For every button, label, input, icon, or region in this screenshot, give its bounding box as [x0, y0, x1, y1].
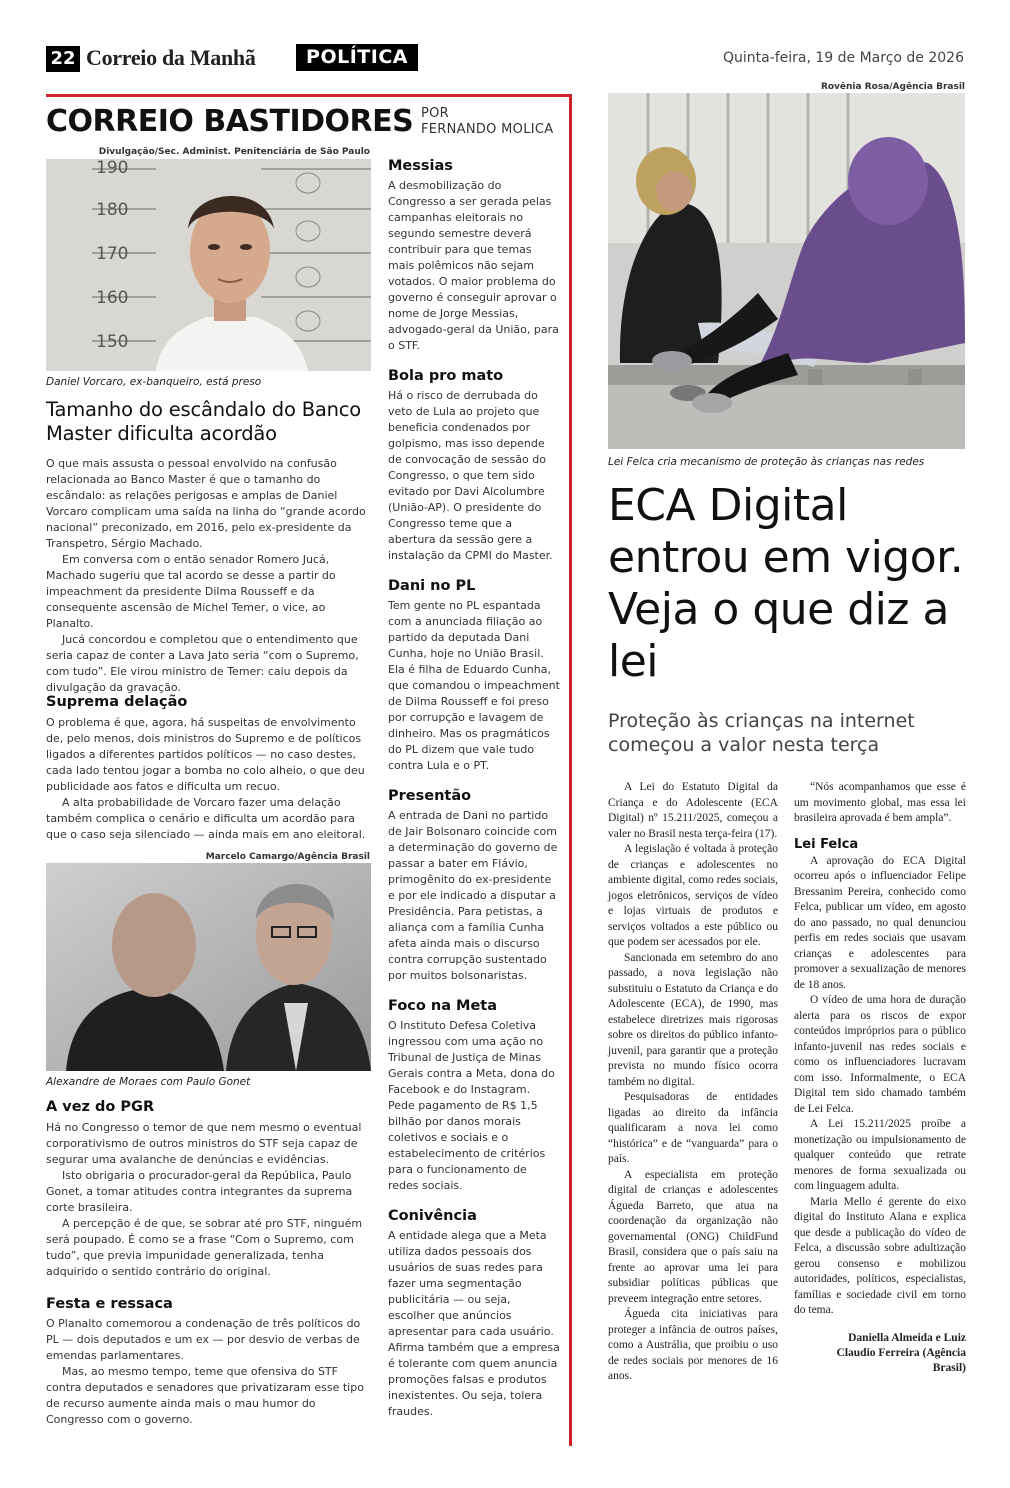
section-tag: POLÍTICA: [296, 44, 418, 71]
note-text: A desmobilização do Congresso a ser gerada pelas campanhas eleitorais no segundo semestre deverá contribuir para que temas mais polêmicos não sejam votados. O maior problema do governo é conseguir aprovar o nome de Jorge Messias, advogado-geral da União, para o STF.: [388, 179, 559, 352]
paragraph: O vídeo de uma hora de duração alerta para os riscos de expor conteúdos impróprios para o público infanto-juvenil nas redes sociais e como os influenciadores lucravam com isso. Informalmente, o ECA Digital tem sido chamado também de Lei Felca.: [794, 994, 966, 1115]
column-byline: POR FERNANDO MOLICA: [421, 106, 554, 137]
ruler-mark: 160: [96, 288, 129, 308]
paragraph: A aprovação do ECA Digital ocorreu após o influenciador Felipe Bressanim Pereira, conhecido como Felca, publicar um vídeo, em agosto do ano passado, no qual denunciou perfis em redes sociais que usavam crianças e adolescentes para promover a sexualização de menores de 18 anos.: [794, 854, 966, 991]
note-title: Presentão: [388, 788, 472, 804]
paragraph: A Lei do Estatuto Digital da Criança e do Adolescente (ECA Digital) nº 15.211/2025, começou a valer no Brasil nesta terça-feira (17).: [608, 781, 778, 840]
note-text: O Instituto Defesa Coletiva ingressou com uma ação no Tribunal de Justiça de Minas Gerais contra a Meta, dona do Facebook e do Instagram. Pede pagamento de R$ 1,5 bilhão por danos morais coletivos e sociais e o estabelecimento de critérios para o funcionamento de redes sociais.: [388, 1019, 555, 1192]
note-title: Bola pro mato: [388, 368, 504, 384]
paragraph: A legislação é voltada à proteção de crianças e adolescentes no ambiente digital, como redes sociais, jogos eletrônicos, serviços de vídeo e lojas virtuais de produtos e serviços voltados a este público ou que podem ser acessados por ele.: [608, 843, 778, 948]
photo2-caption: Alexandre de Moraes com Paulo Gonet: [46, 1076, 251, 1088]
ruler-mark: 170: [96, 244, 129, 264]
main-headline: Tamanho do escândalo do Banco Master dificulta acordão: [46, 398, 362, 445]
paragraph: Águeda cita iniciativas para proteger a infância de outros países, como a Austrália, que proibiu o uso de redes sociais por menores de 16 anos.: [608, 1308, 778, 1382]
note-title: Foco na Meta: [388, 998, 498, 1014]
photo2-credit: Marcelo Camargo/Agência Brasil: [205, 852, 370, 862]
column-top-rule: [46, 94, 572, 97]
paragraph: A Lei 15.211/2025 proíbe a monetização ou impulsionamento de qualquer conteúdo que retrate menores de forma sexualizada ou com linguagem adulta.: [794, 1118, 966, 1192]
mugshot-photo: [46, 159, 371, 371]
photo3-credit: Rovênia Rosa/Agência Brasil: [820, 82, 965, 92]
paragraph: Em conversa com o então senador Romero Jucá, Machado sugeriu que tal acordo se desse a partir do impeachment da presidente Dilma Rousseff e da consequente ascensão de Michel Temer, o vice, ao Planalto.: [46, 553, 336, 630]
note-text: Há o risco de derrubada do veto de Lula ao projeto que beneficia condenados por golpismo, mas isso depende de convocação de sessão do Congresso, o que tem sido evitado por Davi Alcolumbre (União-AP). O presidente do Congresso teme que a abertura da sessão gere a instalação da CPMI do Master.: [388, 389, 553, 562]
paragraph: Mas, ao mesmo tempo, teme que ofensiva do STF contra deputados e senadores que privatizaram esse tipo de recurso aumente ainda mais o mau humor do Congresso com o governo.: [46, 1365, 364, 1426]
paragraph: A percepção é de que, se sobrar até pro STF, ninguém será poupado. É como se a frase “Com o Supremo, com tudo”, que previa impunidade generalizada, tenha adquirido o sentido contrário do original.: [46, 1217, 363, 1278]
author-signature: Daniella Almeida e Luiz Claudio Ferreira (Agência Brasil): [836, 1331, 966, 1374]
paragraph: A alta probabilidade de Vorcaro fazer uma delação também complica o cenário e dificulta um acordão para que o caso seja silenciado — ainda mais em ano eleitoral.: [46, 796, 366, 841]
officials-photo: [46, 863, 371, 1071]
eca-column-2: [794, 780, 966, 1376]
subhead-suprema: Suprema delação: [46, 694, 188, 710]
note-title: Conivência: [388, 1208, 477, 1224]
paragraph: Isto obrigaria o procurador-geral da República, Paulo Gonet, a tomar atitudes contra integrantes da suprema corte brasileira.: [46, 1169, 353, 1214]
subhead-festa: Festa e ressaca: [46, 1296, 173, 1312]
eca-headline: ECA Digital entrou em vigor. Veja o que diz a lei: [608, 480, 964, 687]
paragraph: O Planalto comemorou a condenação de três políticos do PL — dois deputados e um ex — por desvio de verbas de emendas parlamentares.: [46, 1317, 361, 1362]
note-title: Messias: [388, 158, 453, 174]
column-right-rule: [569, 94, 572, 1446]
suprema-body: [46, 715, 368, 843]
paragraph: O problema é que, agora, há suspeitas de envolvimento de, pelo menos, dois ministros do Supremo e de políticos ligados a diferentes partidos políticos — no caso destes, cada lado tentou jogar a bomba no colo alheio, o que deu publicidade aos fatos e dificulta um recuo.: [46, 716, 365, 793]
note-text: A entidade alega que a Meta utiliza dados pessoais dos usuários de suas redes para fazer uma segmentação publicitária — ou seja, escolher que anúncios apresentar para cada usuário. Afirma também que a empresa é tolerante com quem anuncia promoções falsas e produtos inexistentes. Ou seja, tolera fraudes.: [388, 1229, 560, 1418]
photo3-caption: Lei Felca cria mecanismo de proteção às crianças nas redes: [608, 456, 925, 468]
eca-deck: Proteção às crianças na internet começou a valor nesta terça: [608, 710, 915, 756]
subhead-pgr: A vez do PGR: [46, 1099, 155, 1115]
page-number: 22: [46, 46, 80, 72]
teens-photo: [608, 93, 965, 449]
paragraph: Pesquisadoras de entidades ligadas ao direito da infância qualificaram a nova lei como “histórica” e de “vanguarda” para o país.: [608, 1091, 778, 1165]
paragraph: Jucá concordou e completou que o entendimento que seria capaz de conter a Lava Jato seria “com o Supremo, com tudo”. Ele virou ministro de Temer: caiu depois da divulgação da gravação.: [46, 633, 359, 694]
note-text: A entrada de Dani no partido de Jair Bolsonaro coincide com a determinação do governo de passar a bater em Flávio, primogênito do ex-presidente e por ele indicado a disputar a Presidência. Para petistas, a aliança com a família Cunha afeta ainda mais o discurso contra corrupção sustentado por muitos bolsonaristas.: [388, 809, 558, 982]
photo1-credit: Divulgação/Sec. Administ. Penitenciária de São Paulo: [98, 147, 370, 157]
masthead: [46, 44, 966, 74]
paragraph: “Nós acompanhamos que esse é um movimento global, mas essa lei brasileira aprovada é bem ampla”.: [794, 781, 966, 824]
paragraph: O que mais assusta o pessoal envolvido na confusão relacionada ao Banco Master é que o tamanho do escândalo: as relações perigosas e amplas de Daniel Vorcaro complicam uma saída na linha do “grande acordo nacional” preconizado, em 2016, pelo ex-presidente da Transpetro, Sérgio Machado.: [46, 457, 366, 550]
pgr-body: [46, 1120, 368, 1280]
paragraph: Sancionada em setembro do ano passado, a nova legislação não substituiu o Estatuto da Criança e do Adolescente (ECA), de 1990, mas estabelece diretrizes mais rigorosas sobre os direitos do público infanto-juvenil, para garantir que a proteção prevista no mundo físico ocorra também no digital.: [608, 951, 778, 1088]
ruler-mark: 150: [96, 332, 129, 352]
notes-column: [388, 158, 560, 1420]
note-text: Tem gente no PL espantada com a anunciada filiação ao partido da deputada Dani Cunha, hoje no União Brasil. Ela é filha de Eduardo Cunha, que comandou o impeachment de Dilma Rousseff e foi preso por corrupção e lavagem de dinheiro. Mas os pragmáticos do PL dizem que vale tudo contra Lula e o PT.: [388, 599, 560, 772]
festa-body: [46, 1316, 368, 1428]
column-title: CORREIO BASTIDORES: [46, 104, 414, 139]
ruler-mark: 180: [96, 200, 129, 220]
newspaper-name: Correio da Manhã: [86, 45, 256, 70]
photo1-caption: Daniel Vorcaro, ex-banqueiro, está preso: [46, 376, 262, 388]
main-story-body: [46, 456, 368, 696]
eca-column-1: [608, 780, 778, 1385]
paragraph: Há no Congresso o temor de que nem mesmo o eventual corporativismo de outros ministros do STF seja capaz de segurar uma avalanche de denúncias e evidências.: [46, 1121, 362, 1166]
note-title: Dani no PL: [388, 578, 476, 594]
subhead-lei-felca: Lei Felca: [794, 836, 859, 852]
paragraph: Maria Mello é gerente do eixo digital do Instituto Alana e explica que desde a publicação do vídeo de Felca, a discussão sobre adultização gerou consenso e mobilizou autoridades, políticos, especialistas, famílias e sociedade civil em torno do tema.: [794, 1195, 966, 1316]
paragraph: A especialista em proteção digital de crianças e adolescentes Águeda Barreto, que atua na coordenação da organização não governamental (ONG) ChildFund Brasil, considera que o país saiu na frente ao aprovar uma lei para subsidiar políticas públicas que preveem integração entre setores.: [608, 1168, 778, 1305]
dateline: Quinta-feira, 19 de Março de 2026: [722, 50, 964, 66]
ruler-mark: 190: [96, 159, 129, 178]
